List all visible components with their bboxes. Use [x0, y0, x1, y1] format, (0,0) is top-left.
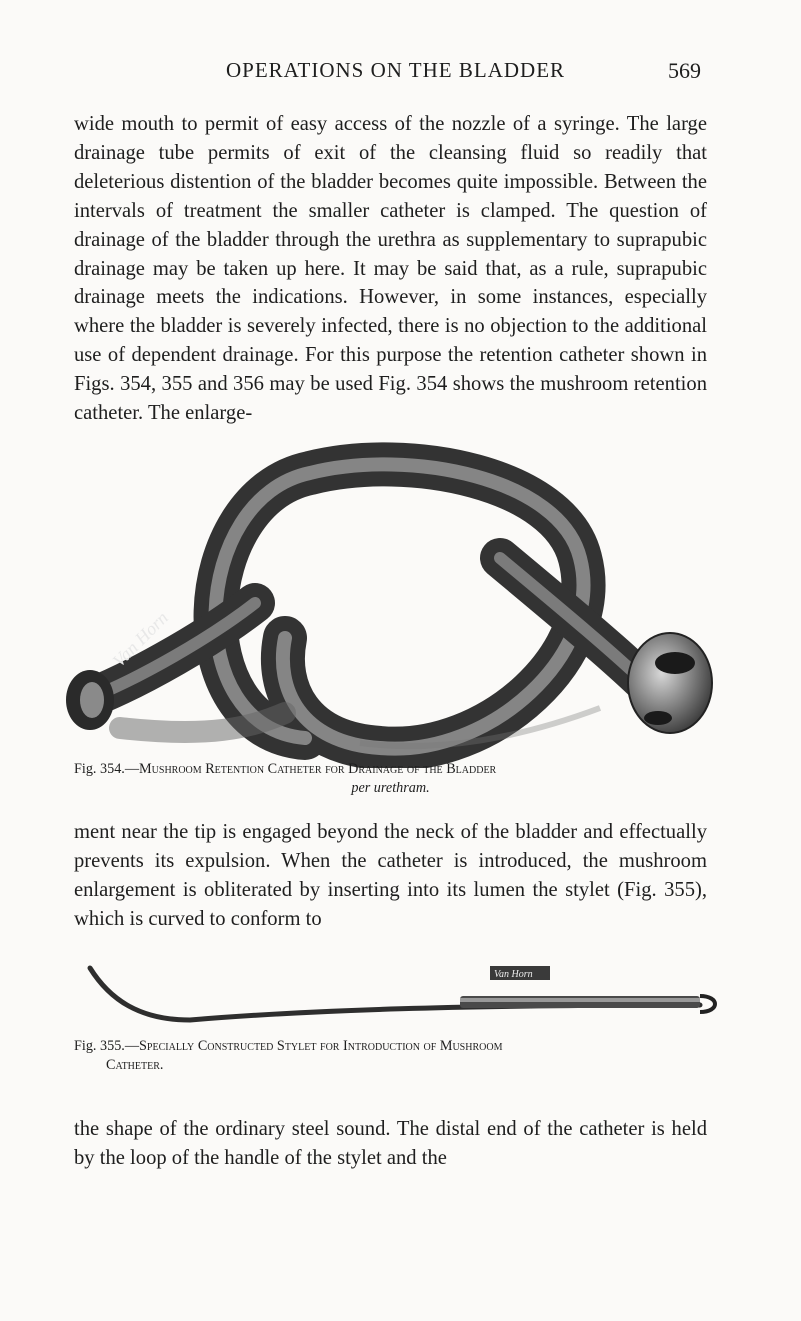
body-paragraph-3: the shape of the ordinary steel sound. The distal end of the catheter is held by the loop of the handle of the stylet and the [74, 1118, 707, 1169]
stylet-shaft [90, 968, 700, 1020]
figure-355-title: —Specially Constructed Stylet for Introduction of Mushroom [124, 1038, 503, 1054]
mushroom-catheter-illustration [60, 438, 720, 768]
body-paragraph-1: wide mouth to permit of easy access of the nozzle of a syringe. The large drainage tube permits of exit of the cleansing fluid so readily that deleterious distention of the bladder becomes quite impossible. Between the intervals of treatment the smaller catheter is clamped. The question of drainage of the bladder through the urethra as supplementary to suprapubic drainage may be taken up here. It may be said that, as a rule, suprapubic drainage meets the indications. However, in some instances, especially where the bladder is severely infected, there is no objection to the additional use of dependent drainage. For this purpose the retention catheter shown in Figs. 354, 355 and 356 may be used Fig. 354 shows the mushroom retention catheter. The enlarge- [74, 113, 707, 425]
stylet-engraver-signature: Van Horn [494, 969, 533, 980]
stylet-illustration [60, 960, 720, 1035]
body-paragraph-2: ment near the tip is engaged beyond the neck of the bladder and effectually prevents its expulsion. When the catheter is introduced, the mushroom enlargement is obliterated by inserting into its lumen the stylet (Fig. 355), which is curved to conform to [74, 821, 707, 930]
page-number: 569 [668, 58, 701, 83]
figure-355-caption [74, 1037, 707, 1075]
figure-355-title-line2: Catheter. [106, 1057, 164, 1073]
engraver-signature: Van Horn [108, 607, 172, 671]
figure-354-number: Fig. 354. [74, 761, 125, 777]
running-header [0, 58, 801, 88]
figure-354-caption [74, 760, 707, 798]
figure-354-title: —Mushroom Retention Catheter for Drainage of the Bladder [124, 761, 497, 777]
running-title: OPERATIONS ON THE BLADDER [226, 58, 566, 82]
figure-354-italic: per urethram. [351, 780, 430, 796]
figure-355-number: Fig. 355. [74, 1038, 125, 1054]
catheter-shaft-lower [120, 713, 285, 732]
